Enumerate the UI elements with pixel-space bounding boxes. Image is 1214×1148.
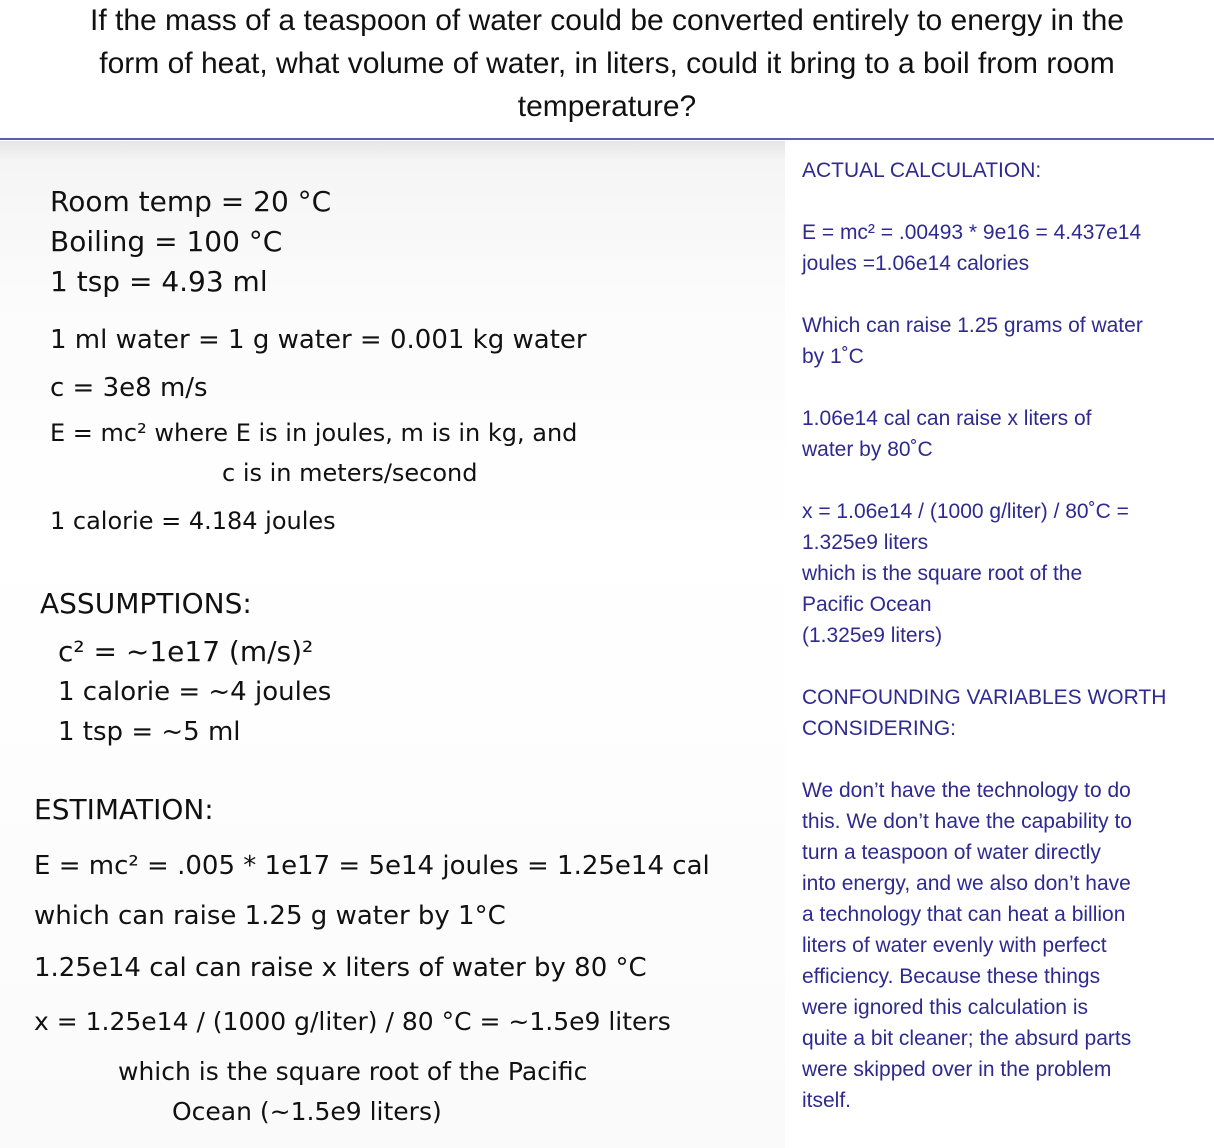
x-line: which is the square root of the [802,562,1083,585]
liters-calc [802,403,1202,465]
assumption-item: c² = ~1e17 (m/s)² [58,635,314,668]
handwritten-notes [0,141,785,1148]
note-energy-formula: E = mc² where E is in joules, m is in kg, and [50,419,578,447]
confounding-line: CONFOUNDING VARIABLES WORTH [802,686,1167,709]
estimation-line: E = mc² = .005 * 1e17 = 5e14 joules = 1.25e14 cal [34,851,710,881]
question-line: temperature? [517,90,697,123]
liters-line: water by 80˚C [802,438,933,461]
note-speed-of-light: c = 3e8 m/s [50,373,208,403]
panel-heading: ACTUAL CALCULATION: [802,159,1042,182]
assumptions-title: ASSUMPTIONS: [40,587,252,620]
estimation-line: which can raise 1.25 g water by 1°C [34,901,506,931]
note-teaspoon: 1 tsp = 4.93 ml [50,265,268,298]
assumption-item: 1 tsp = ~5 ml [58,717,241,747]
estimation-line: 1.25e14 cal can raise x liters of water by 80 °C [34,953,647,983]
liters-line: 1.06e14 cal can raise x liters of [802,407,1092,430]
paper-fold-shadow [0,141,785,161]
assumption-item: 1 calorie = ~4 joules [58,677,332,707]
note-room-temp: Room temp = 20 °C [50,185,332,218]
closing-line: efficiency. Because these things [802,965,1101,988]
question-line: form of heat, what volume of water, in liters, could it bring to a boil from room [99,47,1115,80]
x-line: Pacific Ocean [802,593,932,616]
closing-line: into energy, and we also don’t have [802,872,1131,895]
x-line: (1.325e9 liters) [802,624,943,647]
closing-line: We don’t have the technology to do [802,779,1131,802]
closing-line: turn a teaspoon of water directly [802,841,1101,864]
note-units: c is in meters/second [222,459,478,487]
closing-line: itself. [802,1089,852,1112]
energy-calc [802,217,1202,279]
raise-line: Which can raise 1.25 grams of water [802,314,1143,337]
raise-calc [802,310,1202,372]
x-calc [802,496,1202,651]
question-line: If the mass of a teaspoon of water could be converted entirely to energy in the [90,4,1124,37]
closing-line: liters of water evenly with perfect [802,934,1107,957]
closing-line: a technology that can heat a billion [802,903,1126,926]
estimation-line: which is the square root of the Pacific [118,1057,588,1086]
note-boiling: Boiling = 100 °C [50,225,283,258]
divider-line [0,138,1214,140]
closing-line: quite a bit cleaner; the absurd parts [802,1027,1132,1050]
closing-line: this. We don’t have the capability to [802,810,1132,833]
estimation-line: x = 1.25e14 / (1000 g/liter) / 80 °C = ~1.5e9 liters [34,1007,671,1036]
note-water-mass: 1 ml water = 1 g water = 0.001 kg water [50,325,587,355]
note-calorie: 1 calorie = 4.184 joules [50,507,336,535]
question-text [0,0,1214,132]
closing-paragraph [802,775,1202,1116]
confounding-line: CONSIDERING: [802,717,957,740]
estimation-line: Ocean (~1.5e9 liters) [172,1097,442,1126]
confounding-heading [802,682,1202,744]
x-line: 1.325e9 liters [802,531,929,554]
energy-line: E = mc² = .00493 * 9e16 = 4.437e14 [802,221,1142,244]
closing-line: were ignored this calculation is [802,996,1088,1019]
energy-line: joules =1.06e14 calories [802,252,1030,275]
estimation-title: ESTIMATION: [34,793,214,826]
raise-line: by 1˚C [802,345,864,368]
actual-calculation-panel [802,155,1202,1116]
x-line: x = 1.06e14 / (1000 g/liter) / 80˚C = [802,500,1129,523]
closing-line: were skipped over in the problem [802,1058,1112,1081]
